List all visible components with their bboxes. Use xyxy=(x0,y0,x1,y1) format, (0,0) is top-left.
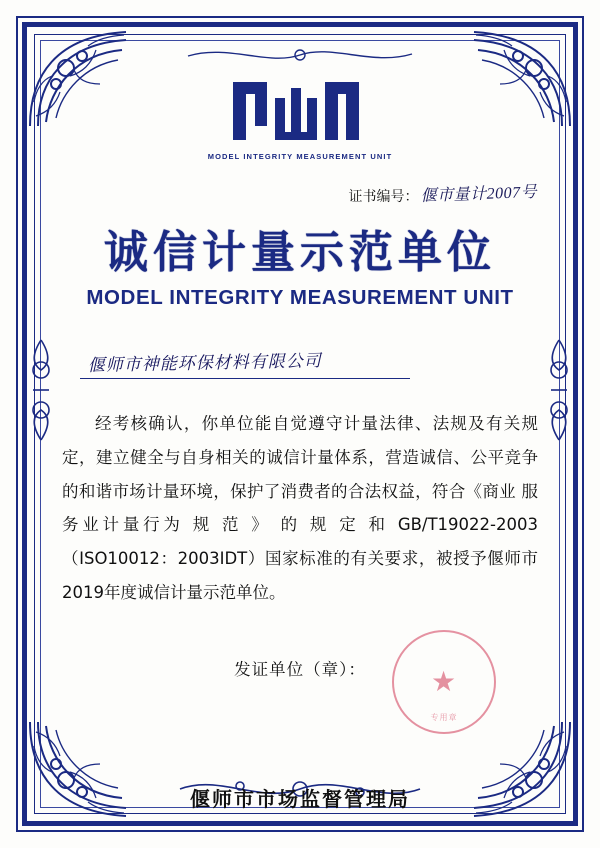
mim-monogram-logo-icon xyxy=(225,76,375,146)
certificate-title-cn: 诚信计量示范单位 xyxy=(104,227,496,278)
logo-subtitle: MODEL INTEGRITY MEASUREMENT UNIT xyxy=(207,152,393,161)
certificate-body xyxy=(56,407,544,610)
certificate-number-row xyxy=(56,183,544,206)
issuer-label: 发证单位（章）： xyxy=(234,659,366,679)
issuing-organization: 偃师市市场监督管理局 xyxy=(190,787,410,811)
certificate-number-value: 偃市量计2007号 xyxy=(420,183,538,206)
logo-block xyxy=(56,56,544,161)
certificate-body-paragraph: 经考核确认，你单位能自觉遵守计量法律、法规及有关规定，建立健全与自身相关的诚信计量体系，营造诚信、公平竞争的和谐市场计量环境，保护了消费者的合法权益，符合《商业 服务业计量行为 规 范 》 的 规 定 和 GB/T19022-2003（ISO10012：2003IDT）国家标准的有关要求，被授予偃师市2019年度诚信计量示范单位。 xyxy=(62,414,538,603)
seal-star-icon: ★ xyxy=(430,664,458,698)
certificate-number-label: 证书编号： xyxy=(348,189,419,205)
issuer-row xyxy=(56,656,544,722)
official-seal xyxy=(392,630,496,734)
awarded-unit-name: 偃师市神能环保材料有限公司 xyxy=(87,351,322,376)
awarded-unit-line xyxy=(80,348,410,379)
certificate-title-en: MODEL INTEGRITY MEASUREMENT UNIT xyxy=(86,286,514,309)
seal-bottom-text: 专用章 xyxy=(430,712,458,722)
certificate-content xyxy=(56,56,544,792)
